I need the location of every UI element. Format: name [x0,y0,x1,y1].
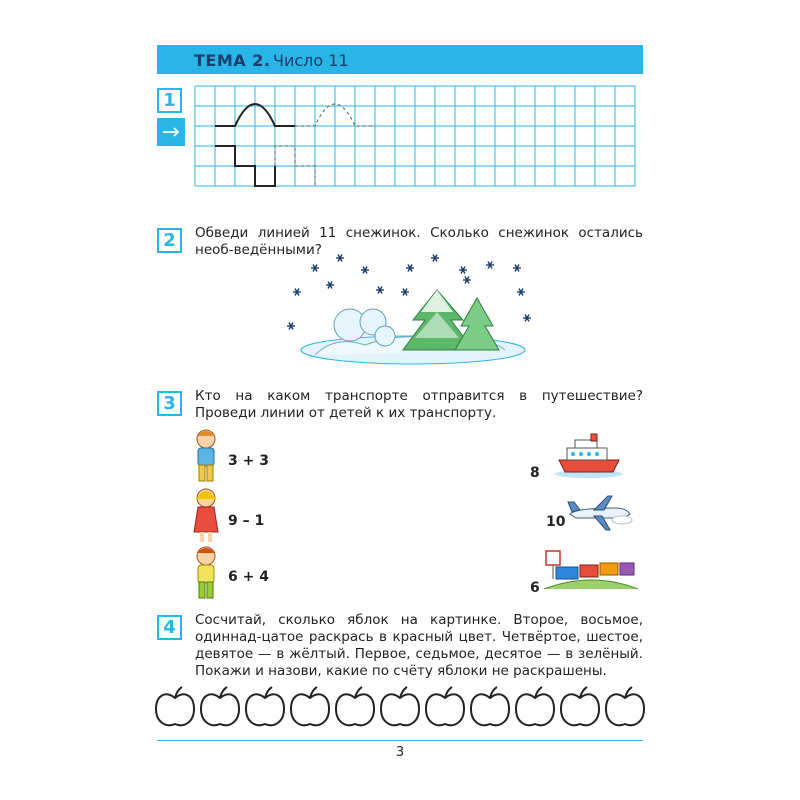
task-2-text: Обведи линией 11 снежинок. Сколько снежинок остались необ-ведёнными? [195,225,643,258]
child-girl-icon [193,487,219,545]
pattern-dashed [275,104,375,186]
snowflake-icon [376,287,384,294]
answer-3: 6 [530,580,540,596]
snowflake-icon [486,262,494,269]
child-boy-icon [193,428,219,486]
snowflake-icon [293,289,301,296]
snowflake-icon [287,323,295,330]
apple-icon [471,687,509,725]
topic-title: Число 11 [273,51,349,70]
snowflake-icon [523,315,531,322]
snowflake-icon [311,265,319,272]
ship-icon [553,434,625,480]
apple-icon [426,687,464,725]
snowflake-icon [406,265,414,272]
topic-label: ТЕМА 2. [194,51,271,70]
apple-icon [606,687,644,725]
apple-icon [561,687,599,725]
snowflake-icon [459,267,467,274]
expression-1: 3 + 3 [228,453,269,469]
task-2-number: 2 [157,228,182,253]
expression-2: 9 – 1 [228,513,265,529]
fir-tree-icon [455,298,499,350]
page-number: 3 [395,745,405,760]
apple-icon [201,687,239,725]
answer-1: 8 [530,465,540,481]
topic-header [157,45,643,74]
task-4-number: 4 [157,615,182,640]
winter-forest-illustration [285,250,525,370]
expression-3: 6 + 4 [228,569,269,585]
snowflake-icon [513,265,521,272]
snowflake-icon [336,255,344,262]
apples-row [155,684,645,734]
snowflake-icon [517,289,525,296]
snowflake-icon [326,282,334,289]
arrow-right-icon [157,118,185,146]
apple-icon [336,687,374,725]
apple-icon [246,687,284,725]
drawing-grid[interactable] [195,84,645,186]
apple-icon [291,687,329,725]
snowflake-icon [361,267,369,274]
task-3-number: 3 [157,391,182,416]
snowflake-icon [401,289,409,296]
footer-divider [157,740,643,741]
snowflake-icon [463,277,471,284]
apple-icon [381,687,419,725]
snowflake-icon [431,255,439,262]
apple-icon [156,687,194,725]
train-icon [542,543,640,593]
task-1-number: 1 [157,88,182,113]
snowflakes [287,255,531,330]
child-boy-icon [193,545,219,603]
apple-icon [516,687,554,725]
answer-2: 10 [546,514,566,530]
task-3-text: Кто на каком транспорте отправится в путешествие? Проведи линии от детей к их транспорту. [195,388,643,421]
airplane-icon [566,494,638,534]
task-4-text: Сосчитай, сколько яблок на картинке. Второе, восьмое, одиннад-цатое раскрась в красный цвет. Четвёртое, шестое, девятое — в жёлтый. Первое, седьмое, десятое — в зелёный. Покажи и назови, какие по счёту яблоки не раскрашены. [195,612,643,679]
